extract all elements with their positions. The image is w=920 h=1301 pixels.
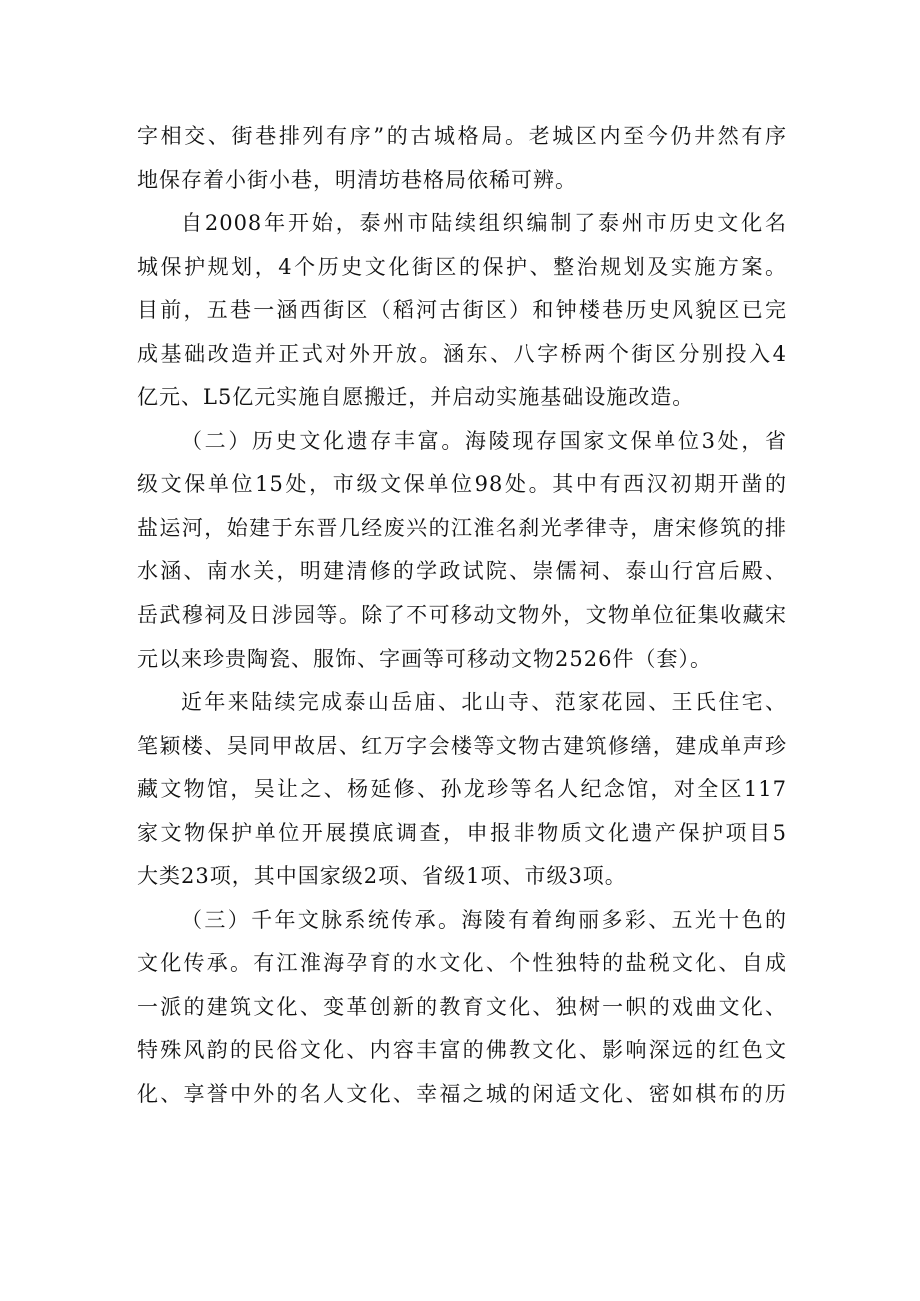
- text-line: 化、享誉中外的名人文化、幸福之城的闲适文化、密如棋布的历: [137, 1082, 787, 1107]
- text-line: 文化传承。有江淮海孕育的水文化、个性独特的盐税文化、自成: [137, 951, 787, 976]
- text-line: 大类23项，其中国家级2项、省级1项、市级3项。: [137, 864, 627, 889]
- text-line: （三）千年文脉系统传承。海陵有着绚丽多彩、五光十色的: [181, 907, 787, 932]
- text-line: 近年来陆续完成泰山岳庙、北山寺、范家花园、王氏住宅、: [181, 690, 787, 715]
- text-line: 岳武穆祠及日涉园等。除了不可移动文物外，文物单位征集收藏宋: [137, 603, 787, 628]
- text-line: 盐运河，始建于东晋几经废兴的江淮名刹光孝律寺，唐宋修筑的排: [137, 515, 787, 540]
- document-page: [137, 115, 787, 1117]
- text-line: 藏文物馆，吴让之、杨延修、孙龙珍等名人纪念馆，对全区117: [137, 777, 787, 802]
- text-line: 字相交、街巷排列有序”的古城格局。老城区内至今仍井然有序: [137, 124, 787, 148]
- text-line: 一派的建筑文化、变革创新的教育文化、独树一帜的戏曲文化、: [137, 994, 787, 1019]
- text-line: （二）历史文化遗存丰富。海陵现存国家文保单位3处，省: [181, 428, 787, 453]
- text-line: 城保护规划，4个历史文化街区的保护、整治规划及实施方案。: [137, 254, 787, 279]
- text-line: 家文物保护单位开展摸底调查，申报非物质文化遗产保护项目5: [137, 820, 787, 845]
- text-line: 特殊风韵的民俗文化、内容丰富的佛教文化、影响深远的红色文: [137, 1038, 787, 1063]
- text-line: 亿元、L5亿元实施自愿搬迁，并启动实施基础设施改造。: [137, 385, 695, 410]
- text-line: 自2008年开始，泰州市陆续组织编制了泰州市历史文化名: [181, 211, 787, 236]
- text-line: 笔颖楼、吴同甲故居、红万字会楼等文物古建筑修缮，建成单声珍: [137, 733, 787, 758]
- text-line: 水涵、南水关，明建清修的学政试院、崇儒祠、泰山行宫后殿、: [137, 559, 787, 584]
- text-line: 级文保单位15处，市级文保单位98处。其中有西汉初期开凿的: [137, 472, 787, 497]
- text-line: 目前，五巷一涵西街区（稻河古街区）和钟楼巷历史风貌区已完: [137, 298, 787, 323]
- text-line: 成基础改造并正式对外开放。涵东、八字桥两个街区分别投入4: [137, 341, 787, 366]
- text-line: 元以来珍贵陶瓷、服饰、字画等可移动文物2526件（套）。: [137, 646, 712, 671]
- text-line: 地保存着小街小巷，明清坊巷格局依稀可辨。: [137, 167, 577, 192]
